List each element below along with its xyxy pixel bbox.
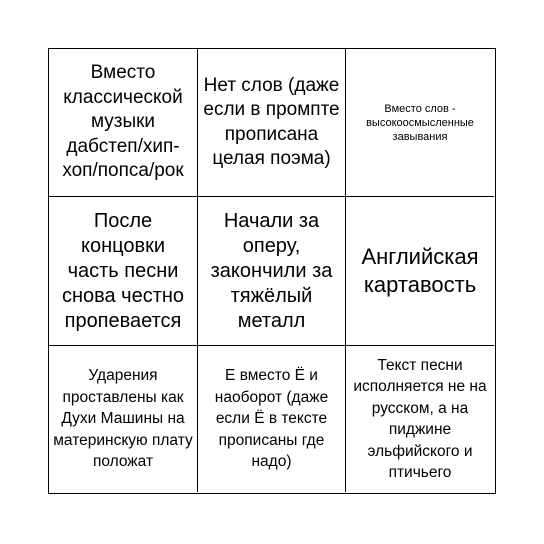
bingo-cell-8[interactable]	[198, 346, 346, 492]
bingo-cell-text: После концовки часть песни снова честно пропевается	[61, 209, 185, 332]
bingo-cell-text: Вместо классической музыки дабстеп/хип-хоп/попса/рок	[62, 62, 184, 182]
bingo-cell-text: Английская картавость	[361, 244, 479, 297]
bingo-cell-4[interactable]	[49, 197, 198, 346]
bingo-cell-6[interactable]	[346, 197, 494, 346]
bingo-cell-text: Ударения проставлены как Духи Машины на материнскую плату положат	[53, 367, 193, 471]
bingo-cell-7[interactable]	[49, 346, 198, 492]
bingo-cell-text: Начали за оперу, закончили за тяжёлый металл	[210, 209, 333, 332]
bingo-cell-text: Е вместо Ё и наоборот (даже если Ё в тексте прописаны где надо)	[214, 367, 329, 471]
bingo-cell-9[interactable]	[346, 346, 494, 492]
bingo-cell-text: Вместо слов - высокоосмысленные завывания	[366, 102, 474, 143]
bingo-cell-2[interactable]	[198, 49, 346, 197]
bingo-board	[48, 48, 496, 494]
bingo-cell-5[interactable]	[198, 197, 346, 346]
bingo-cell-text: Текст песни исполняется не на русском, а на пиджине эльфийского и птичьего	[353, 356, 487, 481]
bingo-cell-text: Нет слов (даже если в промпте прописана целая поэма)	[203, 74, 340, 169]
bingo-cell-1[interactable]	[49, 49, 198, 197]
bingo-cell-3[interactable]	[346, 49, 494, 197]
